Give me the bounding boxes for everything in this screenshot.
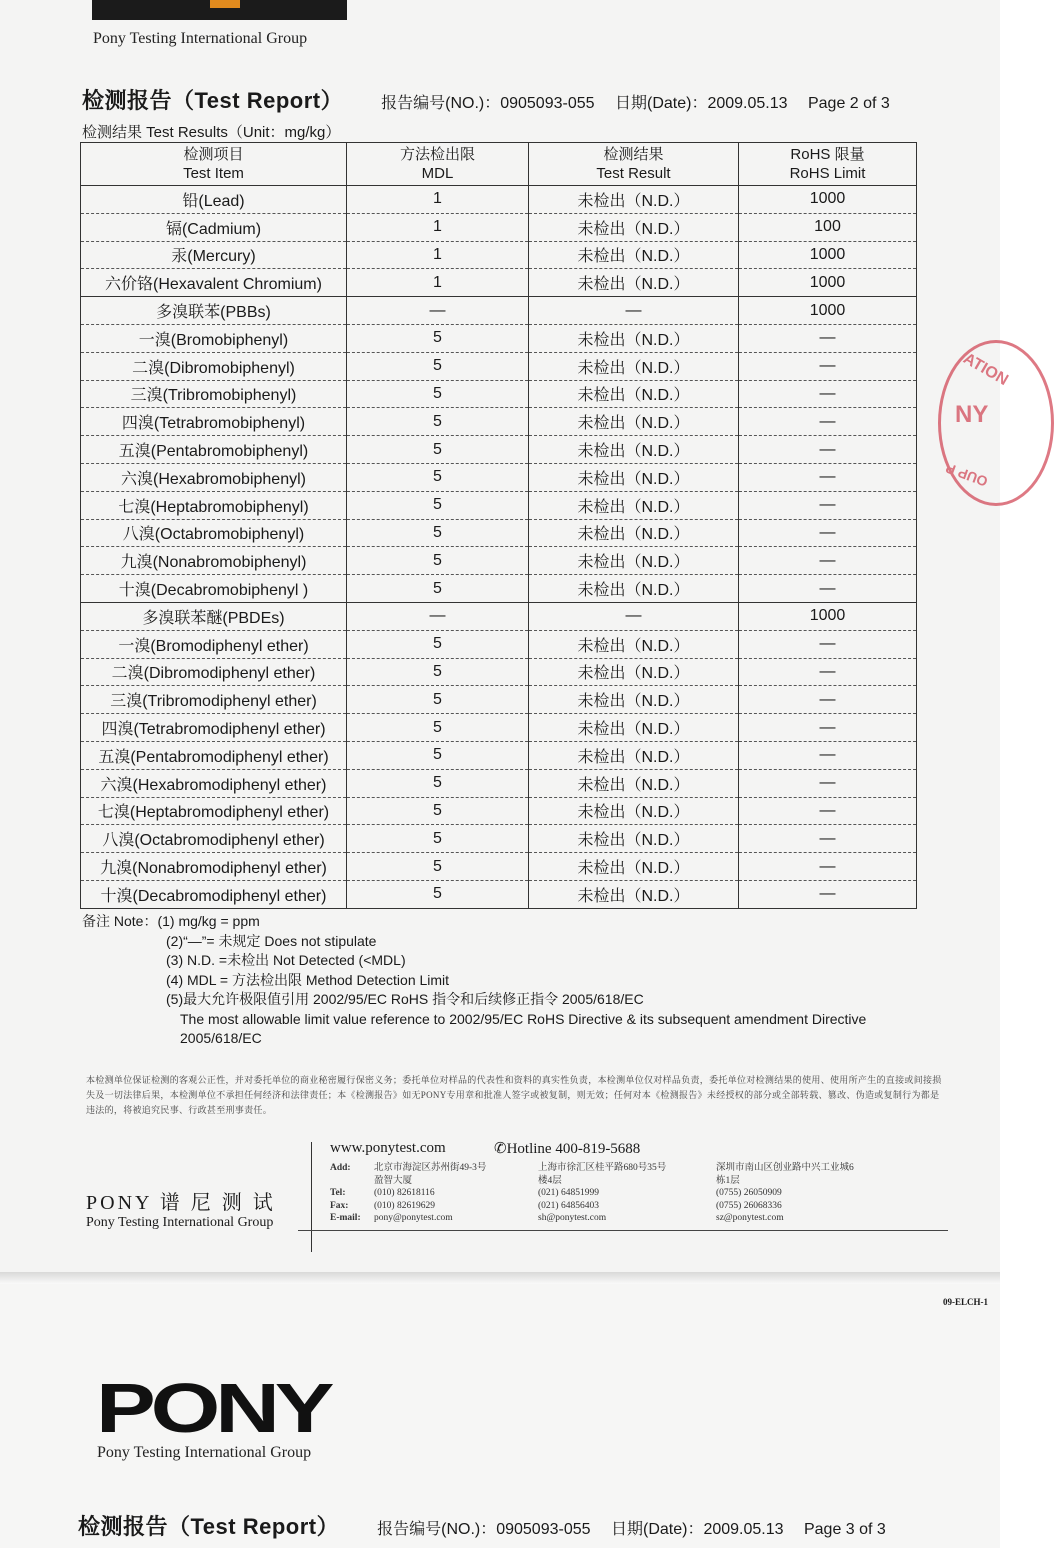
table-row xyxy=(81,686,917,714)
report-page-3 xyxy=(0,1284,1000,1548)
table-row xyxy=(81,769,917,797)
cell-result: 未检出（N.D.） xyxy=(529,880,739,908)
cell-item: 二溴(Dibromodiphenyl ether) xyxy=(81,658,347,686)
cell-item: 六溴(Hexabromodiphenyl ether) xyxy=(81,769,347,797)
cell-limit: — xyxy=(739,797,917,825)
table-body xyxy=(81,186,917,909)
table-row xyxy=(81,241,917,269)
cell-limit: 100 xyxy=(739,213,917,241)
cell-mdl: — xyxy=(347,602,529,630)
table-row xyxy=(81,436,917,464)
cell-limit: — xyxy=(739,408,917,436)
cell-limit: — xyxy=(739,352,917,380)
table-row xyxy=(81,825,917,853)
cell-limit: 1000 xyxy=(739,602,917,630)
page-number: Page 2 of 3 xyxy=(807,95,890,112)
cell-result: 未检出（N.D.） xyxy=(529,714,739,742)
cell-item: 镉(Cadmium) xyxy=(81,213,347,241)
cell-mdl: 5 xyxy=(347,547,529,575)
pony-logo xyxy=(92,0,347,20)
cell-limit: — xyxy=(739,741,917,769)
cell-item: 十溴(Decabromodiphenyl ether) xyxy=(81,880,347,908)
cell-item: 八溴(Octabromobiphenyl) xyxy=(81,519,347,547)
cell-limit: — xyxy=(739,575,917,603)
cell-limit: — xyxy=(739,825,917,853)
footer-website: www.ponytest.com xyxy=(330,1140,446,1156)
cell-limit: 1000 xyxy=(739,269,917,297)
report-date: 日期(Date)：2009.05.13 xyxy=(610,1521,784,1538)
cell-result: 未检出（N.D.） xyxy=(529,853,739,881)
table-row xyxy=(81,324,917,352)
cell-result: 未检出（N.D.） xyxy=(529,408,739,436)
cell-result: 未检出（N.D.） xyxy=(529,380,739,408)
cell-mdl: 1 xyxy=(347,186,529,214)
cell-result: 未检出（N.D.） xyxy=(529,324,739,352)
cell-limit: — xyxy=(739,853,917,881)
cell-item: 四溴(Tetrabromobiphenyl) xyxy=(81,408,347,436)
footer-brand xyxy=(86,1186,276,1231)
cell-mdl: 5 xyxy=(347,853,529,881)
cell-mdl: 5 xyxy=(347,380,529,408)
cell-item: 一溴(Bromodiphenyl ether) xyxy=(81,630,347,658)
cell-result: 未检出（N.D.） xyxy=(529,213,739,241)
table-row xyxy=(81,380,917,408)
footer-brand-cn: PONY 谱 尼 测 试 xyxy=(86,1192,276,1214)
cell-limit: — xyxy=(739,880,917,908)
footer-divider-vertical xyxy=(311,1142,312,1252)
table-row xyxy=(81,463,917,491)
cell-item: 多溴联苯(PBBs) xyxy=(81,297,347,325)
table-row xyxy=(81,491,917,519)
cell-mdl: 5 xyxy=(347,408,529,436)
table-row xyxy=(81,519,917,547)
cell-mdl: 5 xyxy=(347,741,529,769)
cell-item: 九溴(Nonabromobiphenyl) xyxy=(81,547,347,575)
report-title: 检测报告（Test Report） xyxy=(82,88,344,113)
cell-result: 未检出（N.D.） xyxy=(529,186,739,214)
cell-limit: 1000 xyxy=(739,297,917,325)
cell-limit: — xyxy=(739,658,917,686)
note-5-en: The most allowable limit value reference to 2002/95/EC RoHS Directive & its subsequent amendment Directive 2005/618/EC xyxy=(180,1010,867,1046)
table-row xyxy=(81,630,917,658)
cell-item: 汞(Mercury) xyxy=(81,241,347,269)
table-row xyxy=(81,547,917,575)
cell-item: 多溴联苯醚(PBDEs) xyxy=(81,602,347,630)
cell-item: 七溴(Heptabromobiphenyl) xyxy=(81,491,347,519)
cell-result: 未检出（N.D.） xyxy=(529,575,739,603)
footer-divider-horizontal xyxy=(298,1230,948,1231)
footer-address-beijing: 北京市海淀区苏州街49-3号 盈智大厦 (010) 82618116 (010) 82619629 pony@ponytest.com xyxy=(374,1163,487,1223)
table-row xyxy=(81,408,917,436)
table-row xyxy=(81,213,917,241)
cell-item: 七溴(Heptabromodiphenyl ether) xyxy=(81,797,347,825)
cell-result: 未检出（N.D.） xyxy=(529,630,739,658)
cell-item: 六价铬(Hexavalent Chromium) xyxy=(81,269,347,297)
report-title: 检测报告（Test Report） xyxy=(78,1514,340,1539)
cell-limit: — xyxy=(739,324,917,352)
footer-hotline: Hotline 400-819-5688 xyxy=(506,1141,641,1157)
cell-limit: — xyxy=(739,630,917,658)
header-test-result: 检测结果 Test Result xyxy=(529,143,739,186)
cell-mdl: 5 xyxy=(347,436,529,464)
cell-result: 未检出（N.D.） xyxy=(529,519,739,547)
cell-mdl: 5 xyxy=(347,825,529,853)
cell-limit: 1000 xyxy=(739,241,917,269)
cell-mdl: 5 xyxy=(347,491,529,519)
cell-mdl: 5 xyxy=(347,880,529,908)
note-3: (3) N.D. =未检出 Not Detected (<MDL) xyxy=(166,952,406,968)
table-row xyxy=(81,602,917,630)
footer-address-shanghai: 上海市徐汇区桂平路680号35号 楼4层 (021) 64851999 (021) 64856403 sh@ponytest.com xyxy=(538,1163,667,1223)
table-header-row xyxy=(81,143,917,186)
cell-mdl: — xyxy=(347,297,529,325)
cell-result: — xyxy=(529,602,739,630)
cell-result: — xyxy=(529,297,739,325)
cell-limit: — xyxy=(739,547,917,575)
cell-mdl: 5 xyxy=(347,658,529,686)
table-row xyxy=(81,797,917,825)
results-caption: 检测结果 Test Results（Unit：mg/kg） xyxy=(82,124,341,141)
cell-result: 未检出（N.D.） xyxy=(529,491,739,519)
table-row xyxy=(81,741,917,769)
footer-contact-labels: Add: Tel: Fax: E-mail: xyxy=(330,1163,361,1223)
cell-result: 未检出（N.D.） xyxy=(529,797,739,825)
pony-logo-large: PONY xyxy=(96,1369,330,1447)
table-row xyxy=(81,880,917,908)
cell-item: 五溴(Pentabromobiphenyl) xyxy=(81,436,347,464)
cell-mdl: 5 xyxy=(347,686,529,714)
cell-result: 未检出（N.D.） xyxy=(529,352,739,380)
cell-result: 未检出（N.D.） xyxy=(529,825,739,853)
cell-limit: — xyxy=(739,686,917,714)
header-test-item: 检测项目 Test Item xyxy=(81,143,347,186)
cell-item: 三溴(Tribromobiphenyl) xyxy=(81,380,347,408)
report-number: 报告编号(NO.)：0905093-055 xyxy=(377,1521,591,1538)
cell-limit: — xyxy=(739,380,917,408)
cell-limit: — xyxy=(739,769,917,797)
note-4: (4) MDL = 方法检出限 Method Detection Limit xyxy=(166,971,450,988)
cell-mdl: 5 xyxy=(347,352,529,380)
footer-brand-en: Pony Testing International Group xyxy=(86,1215,274,1230)
header-rohs-limit: RoHS 限量 RoHS Limit xyxy=(739,143,917,186)
table-row xyxy=(81,714,917,742)
phone-icon: ✆ xyxy=(494,1141,507,1157)
cell-item: 铅(Lead) xyxy=(81,186,347,214)
cell-item: 五溴(Pentabromodiphenyl ether) xyxy=(81,741,347,769)
cell-result: 未检出（N.D.） xyxy=(529,769,739,797)
cell-item: 八溴(Octabromodiphenyl ether) xyxy=(81,825,347,853)
cell-mdl: 5 xyxy=(347,519,529,547)
cell-item: 六溴(Hexabromobiphenyl) xyxy=(81,463,347,491)
cell-mdl: 5 xyxy=(347,769,529,797)
cell-item: 三溴(Tribromodiphenyl ether) xyxy=(81,686,347,714)
cell-result: 未检出（N.D.） xyxy=(529,547,739,575)
page-number: Page 3 of 3 xyxy=(803,1521,886,1538)
cell-mdl: 5 xyxy=(347,324,529,352)
report-date: 日期(Date)：2009.05.13 xyxy=(614,95,788,112)
report-header xyxy=(78,1510,902,1541)
cell-result: 未检出（N.D.） xyxy=(529,463,739,491)
cell-item: 十溴(Decabromobiphenyl ) xyxy=(81,575,347,603)
cell-mdl: 5 xyxy=(347,463,529,491)
footer-address-shenzhen: 深圳市南山区创业路中兴工业城6 栋1层 (0755) 26050909 (0755) 26068336 sz@ponytest.com xyxy=(716,1163,854,1223)
cell-result: 未检出（N.D.） xyxy=(529,269,739,297)
note-2: (2)“—”= 未规定 Does not stipulate xyxy=(166,932,377,949)
table-row xyxy=(81,575,917,603)
disclaimer: 本检测单位保证检测的客观公正性，并对委托单位的商业秘密履行保密义务；委托单位对样品的代表性和资料的真实性负责，本检测单位仅对样品负责，委托单位对检测结果的使用、使用所产生的直接或间接损失及一切法律后果，本检测单位不承担任何经济和法律责任；本《检测报告》如无PONY专用章和批准人签字或被复制，则无效；任何对本《检测报告》未经授权的部分或全部转载、篡改、伪造或复制行为都是违法的，将被追究民事、行政甚至刑事责任。 xyxy=(86,1075,942,1115)
cell-limit: — xyxy=(739,519,917,547)
cell-result: 未检出（N.D.） xyxy=(529,741,739,769)
cell-mdl: 1 xyxy=(347,269,529,297)
cell-mdl: 5 xyxy=(347,714,529,742)
results-table xyxy=(80,142,917,909)
table-row xyxy=(81,269,917,297)
report-number: 报告编号(NO.)：0905093-055 xyxy=(381,95,595,112)
company-seal-stamp: ATION NY OUP P xyxy=(938,340,1054,506)
notes-label: 备注 Note： xyxy=(82,913,158,929)
table-row xyxy=(81,352,917,380)
table-row xyxy=(81,297,917,325)
cell-result: 未检出（N.D.） xyxy=(529,436,739,464)
note-5: (5)最大允许极限值引用 2002/95/EC RoHS 指令和后续修正指令 2005/618/EC xyxy=(166,991,644,1007)
cell-mdl: 1 xyxy=(347,213,529,241)
cell-limit: — xyxy=(739,714,917,742)
table-row xyxy=(81,658,917,686)
cell-result: 未检出（N.D.） xyxy=(529,658,739,686)
cell-result: 未检出（N.D.） xyxy=(529,241,739,269)
table-row xyxy=(81,853,917,881)
cell-mdl: 5 xyxy=(347,575,529,603)
cell-mdl: 5 xyxy=(347,630,529,658)
cell-result: 未检出（N.D.） xyxy=(529,686,739,714)
cell-item: 一溴(Bromobiphenyl) xyxy=(81,324,347,352)
cell-item: 二溴(Dibromobiphenyl) xyxy=(81,352,347,380)
cell-item: 四溴(Tetrabromodiphenyl ether) xyxy=(81,714,347,742)
table-row xyxy=(81,186,917,214)
notes xyxy=(82,912,867,1049)
report-header xyxy=(82,84,906,115)
header-mdl: 方法检出限 MDL xyxy=(347,143,529,186)
brand-line: Pony Testing International Group xyxy=(93,30,308,47)
brand-line: Pony Testing International Group xyxy=(97,1444,312,1461)
cell-limit: — xyxy=(739,491,917,519)
cell-limit: — xyxy=(739,436,917,464)
cell-limit: 1000 xyxy=(739,186,917,214)
cell-item: 九溴(Nonabromodiphenyl ether) xyxy=(81,853,347,881)
cell-mdl: 1 xyxy=(347,241,529,269)
cell-mdl: 5 xyxy=(347,797,529,825)
form-code: 09-ELCH-1 xyxy=(943,1297,988,1307)
cell-limit: — xyxy=(739,463,917,491)
note-1: (1) mg/kg = ppm xyxy=(157,913,260,929)
